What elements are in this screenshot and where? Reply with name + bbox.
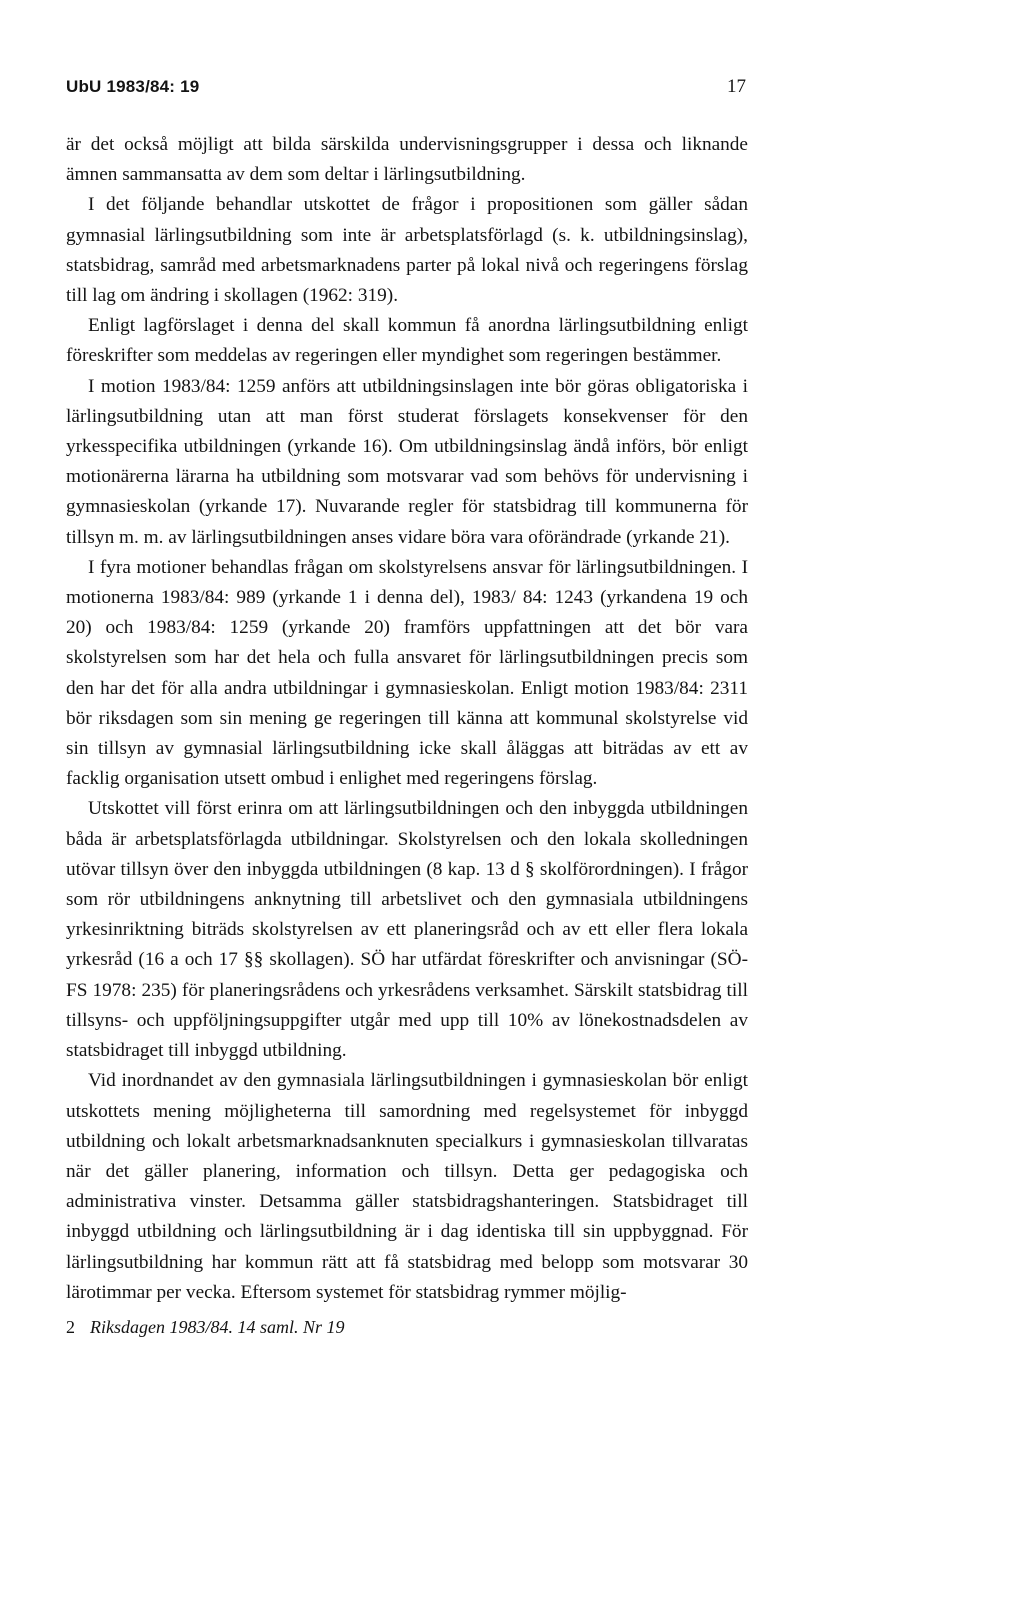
paragraph-7: Vid inordnandet av den gymnasiala lärlingsutbildningen i gymnasieskolan bör enligt utskottets mening möjligheterna till samordning med regelsystemet för inbyggd utbildning och lokalt arbetsmarknadsanknuten specialkurs i gymnasieskolan tillvaratas när det gäller planering, information och tillsyn. Detta ger pedagogiska och administrativa vinster. Detsamma gäller statsbidragshanteringen. Statsbidraget till inbyggd utbildning och lärlingsutbildning är i dag identiska till sin uppbyggnad. För lärlingsutbildning har kommun rätt att få statsbidrag med belopp som motsvarar 30 lärotimmar per vecka. Eftersom systemet för statsbidrag rymmer möjlig- xyxy=(66,1070,748,1303)
document-reference: UbU 1983/84: 19 xyxy=(66,77,200,96)
page-header xyxy=(66,76,748,106)
signature-number: 2 xyxy=(66,1316,75,1337)
paragraph-2: I det följande behandlar utskottet de frågor i propositionen som gäller sådan gymnasial lärlingsutbildning som inte är arbetsplatsförlagd (s. k. utbildningsinslag), statsbidrag, samråd med arbetsmarknadens parter på lokal nivå och regeringens förslag till lag om ändring i skollagen (1962: 319). xyxy=(66,194,748,307)
page-number: 17 xyxy=(727,76,746,97)
paragraph-5: I fyra motioner behandlas frågan om skolstyrelsens ansvar för lärlingsutbildningen. I motionerna 1983/84: 989 (yrkande 1 i denna del), 1983/ 84: 1243 (yrkandena 19 och 20) och 1983/84: 1259 (yrkande 20) framförs uppfattningen att det bör vara skolstyrelsen som har det hela och fulla ansvaret för lärlingsutbildningen precis som den har det för alla andra utbildningar i gymnasieskolan. Enligt motion 1983/84: 2311 bör riksdagen som sin mening ge regeringen till känna att kommunal skolstyrelse vid sin tillsyn av gymnasial lärlingsutbildning icke skall åläggas att biträdas av ett av facklig organisation utsett ombud i enlighet med regeringens förslag. xyxy=(66,556,748,790)
paragraph-1: är det också möjligt att bilda särskilda undervisningsgrupper i dessa och liknande ämnen sammansatta av dem som deltar i lärlingsutbildning. xyxy=(66,134,748,186)
paragraph-4: I motion 1983/84: 1259 anförs att utbildningsinslagen inte bör göras obligatoriska i lärlingsutbildning utan att man först studerat förslagets konsekvenser för den yrkesspecifika utbildningen (yrkande 16). Om utbildningsinslag ändå införs, bör enligt motionärerna lärarna ha utbildning som motsvarar vad som behövs för undervisning i gymnasieskolan (yrkande 17). Nuvarande regler för statsbidrag till kommunerna för tillsyn m. m. av lärlingsutbildningen anses vidare böra vara oförändrade (yrkande 21). xyxy=(66,375,748,548)
document-page xyxy=(66,76,748,1340)
footer-source: Riksdagen 1983/84. 14 saml. Nr 19 xyxy=(90,1316,345,1337)
paragraph-6: Utskottet vill först erinra om att lärlingsutbildningen och den inbyggda utbildningen båda är arbetsplatsförlagda utbildningar. Skolstyrelsen och den lokala skolledningen utövar tillsyn över den inbyggda utbildningen (8 kap. 13 d § skolförordningen). I frågor som rör utbildningens anknytning till arbetslivet och den gymnasiala utbildningens yrkesinriktning biträds skolstyrelsen av ett planeringsråd och av ett eller flera lokala yrkesråd (16 a och 17 §§ skollagen). SÖ har utfärdat föreskrifter och anvisningar (SÖ-FS 1978: 235) för planeringsrådens och yrkesrådens verksamhet. Särskilt statsbidrag till tillsyns- och uppföljningsuppgifter utgår med upp till 10% av lönekostnadsdelen av statsbidraget till inbyggd utbildning. xyxy=(66,798,748,1062)
body-text xyxy=(66,130,748,1308)
paragraph-3: Enligt lagförslaget i denna del skall kommun få anordna lärlingsutbildning enligt föreskrifter som meddelas av regeringen eller myndighet som regeringen bestämmer. xyxy=(66,315,748,367)
page-footer xyxy=(66,1314,748,1340)
